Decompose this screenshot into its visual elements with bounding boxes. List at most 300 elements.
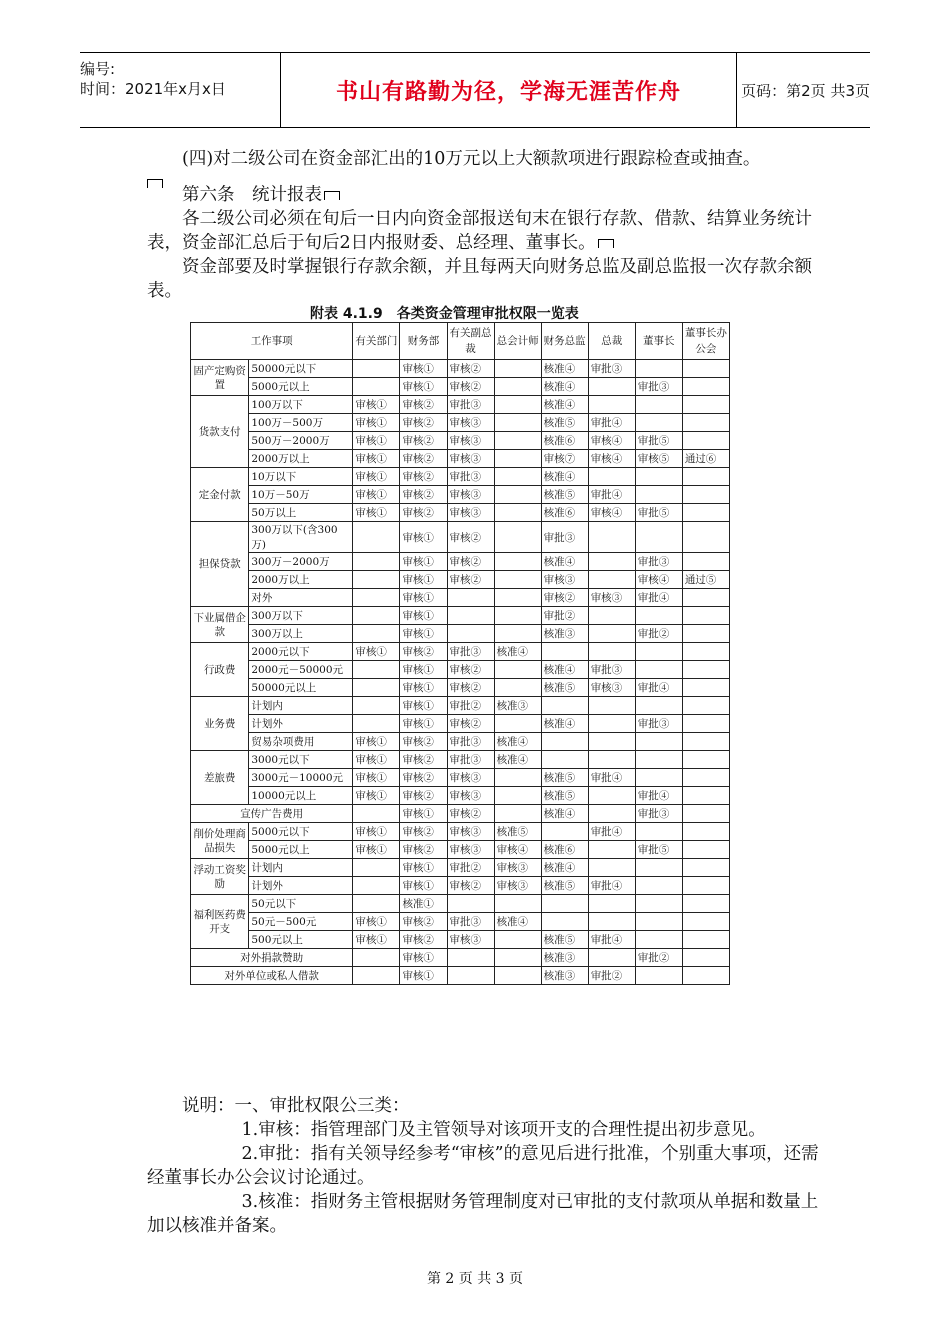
row-label: 对外捐款赞助	[191, 949, 353, 967]
approval-cell: 审核①	[400, 949, 447, 967]
approval-cell: 审核①	[400, 679, 447, 697]
approval-cell: 审核①	[353, 450, 400, 468]
approval-cell	[588, 841, 635, 859]
approval-cell: 审核①	[353, 486, 400, 504]
approval-cell: 审核②	[447, 805, 494, 823]
time-label: 时间：2021年x月x日	[80, 80, 226, 98]
approval-cell	[682, 468, 729, 486]
note-2: 2.审批：指有关领导经参考“审核”的意见后进行批准，个别重大事项，还需经董事长办公会议讨论通过。	[147, 1144, 819, 1188]
table-row	[191, 679, 730, 697]
row-label: 宣传广告费用	[191, 805, 353, 823]
sub-item-cell: 50000元以下	[249, 360, 353, 378]
approval-cell: 核准⑤	[541, 486, 588, 504]
approval-cell	[588, 625, 635, 643]
approval-cell: 审批③	[635, 805, 682, 823]
approval-cell: 审核②	[447, 553, 494, 571]
table-row	[191, 414, 730, 432]
approval-cell	[635, 360, 682, 378]
approval-cell	[682, 751, 729, 769]
table-row	[191, 468, 730, 486]
approval-cell	[635, 931, 682, 949]
approval-cell: 审核②	[400, 450, 447, 468]
column-header: 总会计师	[494, 323, 541, 360]
approval-cell: 审核④	[494, 841, 541, 859]
approval-cell	[635, 661, 682, 679]
category-cell: 业务费	[191, 697, 249, 751]
approval-cell: 核准④	[541, 360, 588, 378]
approval-cell: 通过⑤	[682, 571, 729, 589]
approval-cell: 审核②	[447, 715, 494, 733]
approval-cell: 审核①	[400, 715, 447, 733]
table-row	[191, 661, 730, 679]
approval-cell	[588, 859, 635, 877]
approval-cell	[635, 522, 682, 553]
category-cell: 定金付款	[191, 468, 249, 522]
approval-cell: 核准④	[541, 468, 588, 486]
table-row	[191, 877, 730, 895]
approval-cell: 审核①	[400, 571, 447, 589]
approval-cell	[682, 931, 729, 949]
sub-item-cell: 3000元以下	[249, 751, 353, 769]
approval-cell	[588, 751, 635, 769]
approval-cell	[353, 877, 400, 895]
approval-cell	[635, 769, 682, 787]
approval-cell	[635, 877, 682, 895]
approval-cell	[635, 751, 682, 769]
approval-cell: 审核①	[353, 751, 400, 769]
sub-item-cell: 贸易杂项费用	[249, 733, 353, 751]
approval-cell	[494, 450, 541, 468]
approval-cell	[494, 504, 541, 522]
approval-cell: 审核②	[447, 571, 494, 589]
approval-cell	[682, 589, 729, 607]
sub-item-cell: 50000元以上	[249, 679, 353, 697]
approval-cell	[494, 432, 541, 450]
approval-cell	[682, 733, 729, 751]
approval-cell: 审批④	[588, 486, 635, 504]
approval-cell: 审核②	[400, 432, 447, 450]
sub-item-cell: 50元以下	[249, 895, 353, 913]
approval-cell: 审核①	[353, 643, 400, 661]
approval-cell	[353, 360, 400, 378]
item-four: (四)对二级公司在资金部汇出的10万元以上大额款项进行跟踪检查或抽查。	[182, 149, 761, 169]
approval-cell: 审核①	[400, 607, 447, 625]
approval-cell	[682, 895, 729, 913]
approval-cell	[353, 967, 400, 985]
approval-cell: 审批③	[447, 396, 494, 414]
approval-cell: 审核③	[588, 679, 635, 697]
article-six-title: 第六条 统计报表	[147, 183, 827, 207]
approval-cell	[494, 967, 541, 985]
approval-cell	[588, 522, 635, 553]
category-cell: 差旅费	[191, 751, 249, 805]
approval-cell	[682, 823, 729, 841]
table-row	[191, 504, 730, 522]
approval-cell: 审核②	[400, 414, 447, 432]
edit-mark-icon	[324, 191, 340, 200]
category-cell: 浮动工资奖励	[191, 859, 249, 895]
table-row	[191, 589, 730, 607]
approval-cell: 审批③	[447, 733, 494, 751]
approval-cell: 审批③	[588, 661, 635, 679]
table-row	[191, 859, 730, 877]
approval-cell	[353, 697, 400, 715]
approval-cell: 核准④	[494, 751, 541, 769]
table-row	[191, 931, 730, 949]
approval-cell: 审批③	[447, 643, 494, 661]
approval-cell	[353, 895, 400, 913]
approval-cell: 审批④	[588, 414, 635, 432]
table-row	[191, 553, 730, 571]
approval-cell	[682, 787, 729, 805]
approval-cell	[635, 967, 682, 985]
approval-cell: 审批④	[635, 787, 682, 805]
approval-cell	[635, 486, 682, 504]
table-row	[191, 625, 730, 643]
table-row	[191, 823, 730, 841]
approval-cell: 审核②	[400, 931, 447, 949]
table-row	[191, 913, 730, 931]
approval-cell: 审批③	[447, 913, 494, 931]
approval-cell	[353, 625, 400, 643]
approval-cell	[682, 661, 729, 679]
approval-cell: 通过⑥	[682, 450, 729, 468]
table-row	[191, 949, 730, 967]
approval-cell	[635, 733, 682, 751]
table-row	[191, 715, 730, 733]
approval-cell: 审核②	[400, 769, 447, 787]
approval-cell: 审核①	[353, 504, 400, 522]
column-header: 总裁	[588, 323, 635, 360]
approval-cell: 审核①	[400, 661, 447, 679]
approval-cell: 审核①	[353, 841, 400, 859]
approval-cell	[635, 643, 682, 661]
approval-cell: 审核④	[635, 571, 682, 589]
approval-cell	[682, 715, 729, 733]
approval-cell: 审核②	[447, 679, 494, 697]
approval-cell: 核准④	[494, 913, 541, 931]
approval-cell: 核准③	[541, 625, 588, 643]
sub-item-cell: 2000元以下	[249, 643, 353, 661]
approval-cell	[494, 396, 541, 414]
approval-cell	[541, 895, 588, 913]
approval-cell: 审核①	[353, 769, 400, 787]
approval-cell	[588, 396, 635, 414]
approval-cell: 核准⑤	[541, 679, 588, 697]
approval-cell: 审批③	[447, 751, 494, 769]
sub-item-cell: 50元－500元	[249, 913, 353, 931]
approval-cell	[494, 625, 541, 643]
approval-cell: 审核③	[447, 769, 494, 787]
sub-item-cell: 300万以下(含300万)	[249, 522, 353, 553]
sub-item-cell: 3000元－10000元	[249, 769, 353, 787]
column-header: 财务总监	[541, 323, 588, 360]
sub-item-cell: 计划外	[249, 715, 353, 733]
row-label: 对外单位或私人借款	[191, 967, 353, 985]
approval-cell: 核准⑤	[541, 877, 588, 895]
approval-cell	[682, 697, 729, 715]
approval-cell: 审核③	[447, 414, 494, 432]
approval-cell	[353, 571, 400, 589]
approval-cell	[682, 396, 729, 414]
table-row	[191, 396, 730, 414]
approval-cell	[353, 553, 400, 571]
approval-cell: 审核③	[494, 877, 541, 895]
approval-cell	[588, 715, 635, 733]
approval-cell	[635, 396, 682, 414]
approval-cell	[682, 949, 729, 967]
sub-item-cell: 500元以上	[249, 931, 353, 949]
sub-item-cell: 5000元以上	[249, 841, 353, 859]
edit-mark-icon	[598, 239, 614, 248]
approval-cell: 审核③	[447, 823, 494, 841]
table-row	[191, 805, 730, 823]
approval-cell: 核准④	[541, 661, 588, 679]
approval-cell	[494, 769, 541, 787]
approval-cell: 核准③	[494, 697, 541, 715]
table-row	[191, 841, 730, 859]
edit-mark-icon	[147, 179, 163, 188]
approval-cell	[494, 715, 541, 733]
approval-cell: 审核②	[447, 522, 494, 553]
approval-cell	[353, 589, 400, 607]
approval-cell	[682, 679, 729, 697]
approval-cell	[588, 805, 635, 823]
table-row	[191, 751, 730, 769]
approval-cell	[353, 859, 400, 877]
approval-cell	[635, 697, 682, 715]
approval-cell	[447, 589, 494, 607]
approval-cell: 核准④	[494, 733, 541, 751]
category-cell: 行政费	[191, 643, 249, 697]
category-cell: 下业属借企款	[191, 607, 249, 643]
approval-cell	[682, 360, 729, 378]
table-row	[191, 769, 730, 787]
approval-cell	[494, 805, 541, 823]
approval-cell: 核准④	[541, 859, 588, 877]
approval-cell: 核准⑤	[541, 787, 588, 805]
approval-cell: 审批②	[447, 859, 494, 877]
body-section	[147, 147, 827, 303]
sub-item-cell: 10万－50万	[249, 486, 353, 504]
page-header	[80, 52, 870, 128]
approval-cell	[353, 949, 400, 967]
approval-cell	[494, 414, 541, 432]
sub-item-cell: 500万－2000万	[249, 432, 353, 450]
approval-cell: 核准⑤	[494, 823, 541, 841]
approval-cell: 核准⑥	[541, 504, 588, 522]
approval-cell	[494, 589, 541, 607]
approval-cell: 审核②	[400, 733, 447, 751]
notes-intro: 说明：一、审批权限公三类：	[182, 1096, 410, 1116]
approval-cell	[353, 607, 400, 625]
approval-cell	[541, 913, 588, 931]
approval-cell	[447, 625, 494, 643]
approval-cell: 核准⑤	[541, 414, 588, 432]
approval-cell	[494, 679, 541, 697]
approval-cell	[353, 522, 400, 553]
sub-item-cell: 计划内	[249, 859, 353, 877]
approval-cell	[494, 486, 541, 504]
approval-cell	[588, 787, 635, 805]
table-row	[191, 450, 730, 468]
approval-cell	[541, 697, 588, 715]
sub-item-cell: 计划内	[249, 697, 353, 715]
approval-cell	[494, 661, 541, 679]
approval-cell: 审核④	[588, 504, 635, 522]
approval-cell: 审核②	[400, 841, 447, 859]
approval-cell: 核准⑤	[541, 769, 588, 787]
approval-cell	[682, 877, 729, 895]
approval-cell	[588, 949, 635, 967]
approval-cell: 审核③	[494, 859, 541, 877]
approval-table	[190, 322, 730, 985]
approval-cell: 核准④	[541, 553, 588, 571]
approval-cell	[635, 607, 682, 625]
approval-cell: 审核②	[400, 486, 447, 504]
approval-cell	[682, 769, 729, 787]
approval-cell: 审核①	[353, 468, 400, 486]
approval-cell: 审批⑤	[635, 841, 682, 859]
approval-cell: 审核②	[447, 360, 494, 378]
approval-cell: 审核①	[353, 823, 400, 841]
table-row	[191, 378, 730, 396]
approval-cell	[588, 553, 635, 571]
approval-cell	[541, 823, 588, 841]
sub-item-cell: 10000元以上	[249, 787, 353, 805]
approval-cell	[682, 522, 729, 553]
approval-cell	[682, 432, 729, 450]
approval-cell	[353, 378, 400, 396]
table-row	[191, 697, 730, 715]
approval-cell: 审核②	[400, 913, 447, 931]
approval-cell: 审核①	[400, 378, 447, 396]
approval-cell: 审核③	[447, 504, 494, 522]
approval-cell	[682, 913, 729, 931]
approval-cell: 审批④	[588, 931, 635, 949]
approval-cell	[353, 715, 400, 733]
approval-cell: 审核⑤	[635, 450, 682, 468]
approval-cell	[682, 553, 729, 571]
column-header: 董事长	[635, 323, 682, 360]
sub-item-cell: 5000元以下	[249, 823, 353, 841]
table-row	[191, 967, 730, 985]
approval-cell	[447, 949, 494, 967]
table-row	[191, 432, 730, 450]
approval-cell	[353, 679, 400, 697]
approval-cell	[682, 414, 729, 432]
approval-cell: 审批②	[588, 967, 635, 985]
approval-cell: 审核②	[447, 378, 494, 396]
approval-cell	[588, 468, 635, 486]
sub-item-cell: 10万以下	[249, 468, 353, 486]
approval-cell	[682, 805, 729, 823]
column-header: 工作事项	[191, 323, 353, 360]
approval-cell: 审核②	[447, 661, 494, 679]
approval-cell: 审核①	[353, 396, 400, 414]
approval-cell	[588, 571, 635, 589]
approval-cell: 审核③	[447, 931, 494, 949]
approval-cell	[494, 949, 541, 967]
approval-cell	[588, 733, 635, 751]
approval-cell	[494, 571, 541, 589]
approval-cell	[494, 787, 541, 805]
table-row	[191, 643, 730, 661]
paragraph-2: 资金部要及时掌握银行存款余额，并且每两天向财务总监及副总监报一次存款余额表。	[147, 257, 812, 301]
approval-cell: 审核④	[588, 450, 635, 468]
sub-item-cell: 对外	[249, 589, 353, 607]
approval-cell: 审核②	[400, 787, 447, 805]
approval-cell: 审核②	[541, 589, 588, 607]
category-cell: 福利医药费 开支	[191, 895, 249, 949]
approval-cell: 审批③	[635, 378, 682, 396]
page-footer: 第 2 页 共 3 页	[426, 1271, 524, 1287]
table-row	[191, 607, 730, 625]
approval-cell	[635, 895, 682, 913]
approval-cell	[494, 360, 541, 378]
approval-cell	[494, 895, 541, 913]
approval-cell: 审核③	[541, 571, 588, 589]
approval-cell: 审核②	[400, 643, 447, 661]
approval-cell: 审批③	[588, 360, 635, 378]
approval-cell: 审核②	[400, 468, 447, 486]
approval-cell	[588, 895, 635, 913]
approval-cell: 审核①	[400, 360, 447, 378]
approval-cell	[494, 607, 541, 625]
approval-cell: 审核①	[400, 625, 447, 643]
approval-cell: 审批③	[635, 553, 682, 571]
approval-cell: 审核③	[447, 486, 494, 504]
approval-cell	[682, 643, 729, 661]
approval-cell: 审批④	[588, 823, 635, 841]
approval-cell	[682, 625, 729, 643]
approval-cell	[682, 967, 729, 985]
approval-cell: 审批⑤	[635, 504, 682, 522]
approval-cell: 审核②	[447, 877, 494, 895]
table-row	[191, 360, 730, 378]
category-cell: 货款支付	[191, 396, 249, 468]
approval-cell	[635, 859, 682, 877]
approval-cell: 核准④	[541, 378, 588, 396]
approval-cell: 核准③	[541, 967, 588, 985]
approval-cell	[588, 913, 635, 931]
approval-cell: 核准④	[541, 396, 588, 414]
approval-cell: 审核③	[588, 589, 635, 607]
approval-cell: 审核②	[400, 504, 447, 522]
approval-cell: 核准④	[494, 643, 541, 661]
approval-cell: 核准①	[400, 895, 447, 913]
approval-cell: 审核①	[400, 877, 447, 895]
approval-cell	[635, 414, 682, 432]
column-header: 有关副总裁	[447, 323, 494, 360]
approval-cell: 审核⑦	[541, 450, 588, 468]
approval-cell	[447, 607, 494, 625]
approval-cell: 审核③	[447, 787, 494, 805]
approval-cell: 审核①	[400, 522, 447, 553]
approval-cell	[541, 751, 588, 769]
approval-cell	[682, 504, 729, 522]
approval-cell: 审批③	[541, 522, 588, 553]
approval-cell	[682, 841, 729, 859]
approval-cell: 审核①	[353, 432, 400, 450]
approval-cell	[494, 522, 541, 553]
table-row	[191, 787, 730, 805]
approval-cell: 审批③	[447, 468, 494, 486]
category-cell: 担保贷款	[191, 522, 249, 607]
approval-cell: 审核①	[400, 859, 447, 877]
sub-item-cell: 100万－500万	[249, 414, 353, 432]
approval-cell	[494, 553, 541, 571]
